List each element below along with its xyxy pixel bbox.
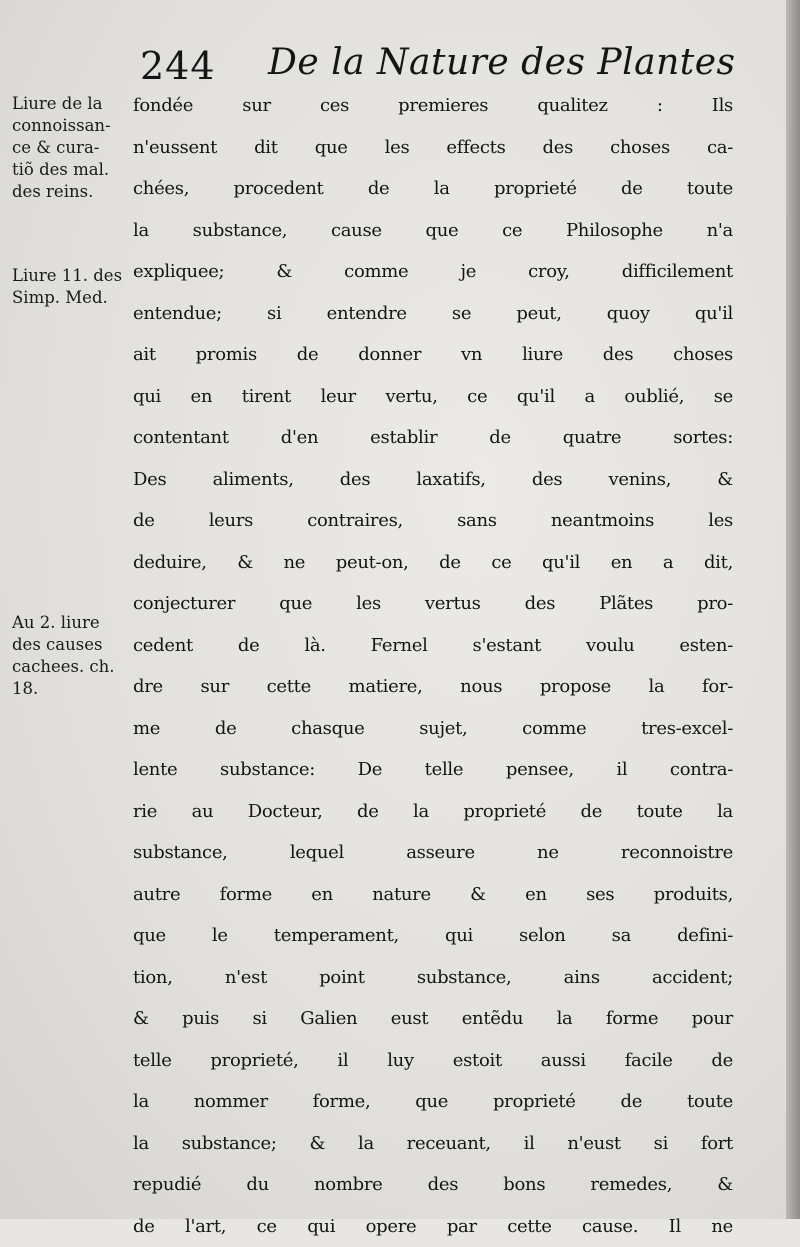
text-line: ait promis de donner vn liure des choses — [133, 334, 733, 376]
text-line: substance, lequel asseure ne reconnoistre — [133, 832, 733, 874]
text-line: la substance, cause que ce Philosophe n'a — [133, 210, 733, 252]
margin-note — [12, 265, 134, 309]
text-line: contentant d'en establir de quatre sortes: — [133, 417, 733, 459]
margin-note-line: des reins. — [12, 181, 134, 203]
text-line: deduire, & ne peut-on, de ce qu'il en a dit, — [133, 542, 733, 584]
text-line: la nommer forme, que proprieté de toute — [133, 1081, 733, 1123]
text-line: & puis si Galien eust entẽdu la forme pour — [133, 998, 733, 1040]
text-line: tion, n'est point substance, ains accident; — [133, 957, 733, 999]
text-line: chées, procedent de la proprieté de toute — [133, 168, 733, 210]
margin-note-line: Liure 11. des — [12, 265, 134, 287]
text-line: n'eussent dit que les effects des choses ca- — [133, 127, 733, 169]
margin-note-line: Au 2. liure — [12, 612, 134, 634]
running-title: De la Nature des Plantes — [268, 42, 736, 83]
text-line: de leurs contraires, sans neantmoins les — [133, 500, 733, 542]
text-line: dre sur cette matiere, nous propose la for- — [133, 666, 733, 708]
margin-note-line: ce & cura- — [12, 137, 134, 159]
text-line: expliquee; & comme je croy, difficilement — [133, 251, 733, 293]
body-text — [133, 85, 733, 1247]
text-line: qui en tirent leur vertu, ce qu'il a oublié, se — [133, 376, 733, 418]
text-line: rie au Docteur, de la proprieté de toute la — [133, 791, 733, 833]
margin-note-line: 18. — [12, 678, 134, 700]
margin-note — [12, 612, 134, 700]
margin-note-line: des causes — [12, 634, 134, 656]
text-line: la substance; & la receuant, il n'eust si fort — [133, 1123, 733, 1165]
text-line: autre forme en nature & en ses produits, — [133, 874, 733, 916]
page-header — [140, 40, 740, 90]
margin-note — [12, 93, 134, 203]
text-line: que le temperament, qui selon sa defini- — [133, 915, 733, 957]
page-edge-shadow — [786, 0, 800, 1219]
text-line: de l'art, ce qui opere par cette cause. Il ne — [133, 1206, 733, 1247]
margin-note-line: connoissan- — [12, 115, 134, 137]
page-number: 244 — [140, 44, 216, 88]
margin-note-line: cachees. ch. — [12, 656, 134, 678]
text-line: cedent de là. Fernel s'estant voulu esten- — [133, 625, 733, 667]
margin-note-line: Liure de la — [12, 93, 134, 115]
text-line: me de chasque sujet, comme tres-excel- — [133, 708, 733, 750]
text-line: Des aliments, des laxatifs, des venins, & — [133, 459, 733, 501]
text-line: fondée sur ces premieres qualitez : Ils — [133, 85, 733, 127]
text-line: lente substance: De telle pensee, il contra- — [133, 749, 733, 791]
text-line: telle proprieté, il luy estoit aussi facile de — [133, 1040, 733, 1082]
text-line: entendue; si entendre se peut, quoy qu'il — [133, 293, 733, 335]
margin-note-line: Simp. Med. — [12, 287, 134, 309]
margin-note-line: tiõ des mal. — [12, 159, 134, 181]
text-line: conjecturer que les vertus des Plãtes pro- — [133, 583, 733, 625]
text-line: repudié du nombre des bons remedes, & — [133, 1164, 733, 1206]
